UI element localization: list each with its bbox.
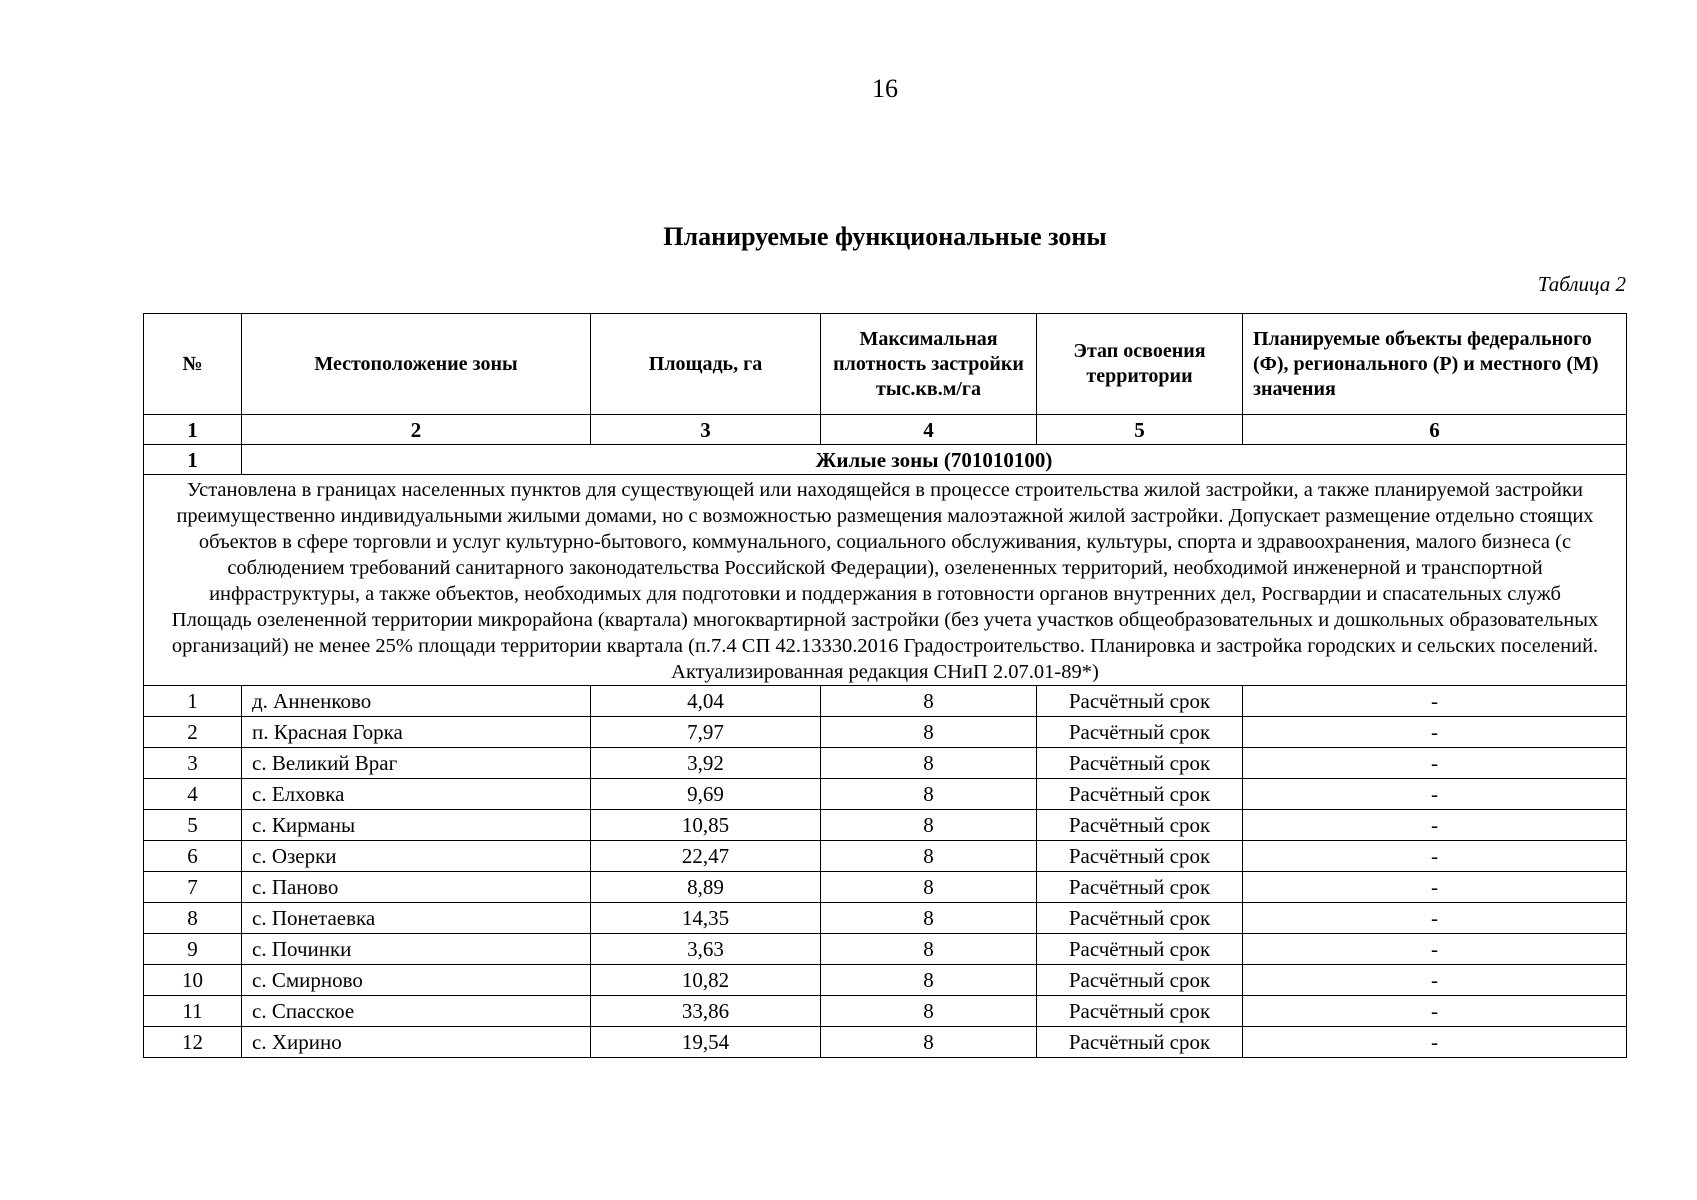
- row-objects: -: [1243, 1027, 1627, 1058]
- row-objects: -: [1243, 996, 1627, 1027]
- row-area: 7,97: [591, 717, 821, 748]
- row-objects: -: [1243, 779, 1627, 810]
- zones-table: [143, 313, 1627, 1058]
- row-density: 8: [821, 748, 1037, 779]
- column-number: 1: [144, 415, 242, 445]
- row-density: 8: [821, 686, 1037, 717]
- table-row: [144, 810, 1627, 841]
- row-stage: Расчётный срок: [1037, 686, 1243, 717]
- table-row: [144, 717, 1627, 748]
- row-area: 3,92: [591, 748, 821, 779]
- row-number: 5: [144, 810, 242, 841]
- row-location: с. Понетаевка: [242, 903, 591, 934]
- header-location: Местоположение зоны: [242, 314, 591, 415]
- row-density: 8: [821, 810, 1037, 841]
- row-number: 9: [144, 934, 242, 965]
- row-number: 11: [144, 996, 242, 1027]
- row-density: 8: [821, 779, 1037, 810]
- row-stage: Расчётный срок: [1037, 934, 1243, 965]
- column-number: 3: [591, 415, 821, 445]
- row-area: 3,63: [591, 934, 821, 965]
- row-stage: Расчётный срок: [1037, 748, 1243, 779]
- section-description: Установлена в границах населенных пунктов для существующей или находящейся в процессе строительства жилой застройки, а также планируемой застройки преимущественно индивидуальными жилыми домами, но с возможностью размещения малоэтажной жилой застройки. Допускает размещение отдельно стоящих объектов в сфере торговли и услуг культурно-бытового, коммунального, социального обслуживания, культуры, спорта и здравоохранения, малого бизнеса (с соблюдением требований санитарного законодательства Российской Федерации), озелененных территорий, необходимой инженерной и транспортной инфраструктуры, а также объектов, необходимых для подготовки и поддержания в готовности органов внутренних дел, Росгвардии и спасательных служб: [176, 479, 1594, 605]
- row-location: с. Озерки: [242, 841, 591, 872]
- header-row: [144, 314, 1627, 415]
- row-objects: -: [1243, 841, 1627, 872]
- row-number: 10: [144, 965, 242, 996]
- row-objects: -: [1243, 903, 1627, 934]
- row-area: 19,54: [591, 1027, 821, 1058]
- header-no: №: [144, 314, 242, 415]
- row-location: с. Смирново: [242, 965, 591, 996]
- row-stage: Расчётный срок: [1037, 996, 1243, 1027]
- row-number: 2: [144, 717, 242, 748]
- row-location: с. Хирино: [242, 1027, 591, 1058]
- table-row: [144, 841, 1627, 872]
- row-location: д. Анненково: [242, 686, 591, 717]
- column-number: 6: [1243, 415, 1627, 445]
- column-number: 5: [1037, 415, 1243, 445]
- row-objects: -: [1243, 748, 1627, 779]
- table-row: [144, 748, 1627, 779]
- row-location: с. Великий Враг: [242, 748, 591, 779]
- section-description-cell: [144, 475, 1627, 686]
- table-row: [144, 872, 1627, 903]
- row-stage: Расчётный срок: [1037, 810, 1243, 841]
- row-stage: Расчётный срок: [1037, 903, 1243, 934]
- row-objects: -: [1243, 717, 1627, 748]
- table-row: [144, 965, 1627, 996]
- row-area: 14,35: [591, 903, 821, 934]
- row-objects: -: [1243, 810, 1627, 841]
- row-number: 1: [144, 686, 242, 717]
- row-density: 8: [821, 841, 1037, 872]
- section-number: 1: [144, 445, 242, 475]
- header-density: Максимальная плотность застройки тыс.кв.м/га: [821, 314, 1037, 415]
- row-stage: Расчётный срок: [1037, 717, 1243, 748]
- column-number: 4: [821, 415, 1037, 445]
- row-location: с. Спасское: [242, 996, 591, 1027]
- table-row: [144, 934, 1627, 965]
- row-objects: -: [1243, 965, 1627, 996]
- row-area: 9,69: [591, 779, 821, 810]
- row-objects: -: [1243, 872, 1627, 903]
- row-location: с. Елховка: [242, 779, 591, 810]
- row-location: с. Кирманы: [242, 810, 591, 841]
- row-number: 8: [144, 903, 242, 934]
- page-title: Планируемые функциональные зоны: [663, 222, 1107, 251]
- table-row: [144, 903, 1627, 934]
- page-number: 16: [872, 74, 898, 103]
- section-row: [144, 445, 1627, 475]
- row-density: 8: [821, 965, 1037, 996]
- row-location: с. Паново: [242, 872, 591, 903]
- row-stage: Расчётный срок: [1037, 841, 1243, 872]
- row-location: с. Починки: [242, 934, 591, 965]
- table-row: [144, 779, 1627, 810]
- row-density: 8: [821, 1027, 1037, 1058]
- table-row: [144, 1027, 1627, 1058]
- table-row: [144, 996, 1627, 1027]
- header-objects: Планируемые объекты федерального (Ф), регионального (Р) и местного (М) значения: [1243, 314, 1627, 415]
- row-number: 12: [144, 1027, 242, 1058]
- column-numbers-row: [144, 415, 1627, 445]
- column-number: 2: [242, 415, 591, 445]
- row-area: 10,82: [591, 965, 821, 996]
- row-number: 4: [144, 779, 242, 810]
- header-stage: Этап освоения территории: [1037, 314, 1243, 415]
- row-stage: Расчётный срок: [1037, 779, 1243, 810]
- row-number: 3: [144, 748, 242, 779]
- table-label: Таблица 2: [1537, 272, 1626, 296]
- section-title: Жилые зоны (701010100): [242, 445, 1627, 475]
- row-stage: Расчётный срок: [1037, 1027, 1243, 1058]
- row-number: 6: [144, 841, 242, 872]
- row-density: 8: [821, 872, 1037, 903]
- header-area: Площадь, га: [591, 314, 821, 415]
- section-description-row: [144, 475, 1627, 686]
- row-objects: -: [1243, 934, 1627, 965]
- section-note: Площадь озелененной территории микрорайона (квартала) многоквартирной застройки (без учета участков общеобразовательных и дошкольных образовательных организаций) не менее 25% площади территории квартала (п.7.4 СП 42.13330.2016 Градостроительство. Планировка и застройка городских и сельских поселений. Актуализированная редакция СНиП 2.07.01-89*): [171, 609, 1599, 683]
- row-area: 4,04: [591, 686, 821, 717]
- row-location: п. Красная Горка: [242, 717, 591, 748]
- row-number: 7: [144, 872, 242, 903]
- row-area: 22,47: [591, 841, 821, 872]
- table-row: [144, 686, 1627, 717]
- row-density: 8: [821, 717, 1037, 748]
- row-stage: Расчётный срок: [1037, 872, 1243, 903]
- row-stage: Расчётный срок: [1037, 965, 1243, 996]
- row-density: 8: [821, 996, 1037, 1027]
- row-area: 33,86: [591, 996, 821, 1027]
- row-area: 8,89: [591, 872, 821, 903]
- row-density: 8: [821, 934, 1037, 965]
- row-density: 8: [821, 903, 1037, 934]
- row-objects: -: [1243, 686, 1627, 717]
- row-area: 10,85: [591, 810, 821, 841]
